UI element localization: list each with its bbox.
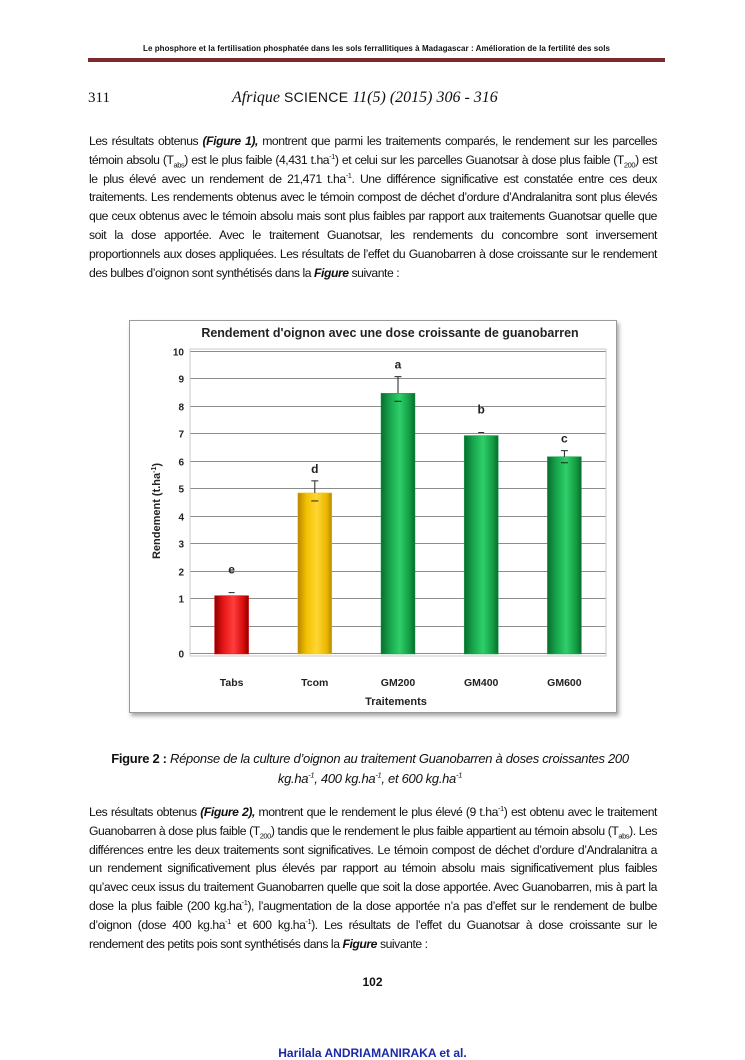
caption-text xyxy=(167,751,629,786)
bar-GM200 xyxy=(381,393,415,654)
y-tick-label: 0 xyxy=(178,649,184,661)
caption-run: , 400 kg.ha xyxy=(314,771,376,786)
significance-letter: d xyxy=(311,461,319,476)
x-axis-label: Traitements xyxy=(365,696,427,708)
text-run: . Une différence significative est constatée entre ces deux traitements. Les rendements obtenus avec le témoin compost de déchet d’ordure d’Andralanitra sont plus élevés que ceux obtenus avec le témoin absolu mais sont plus faibles par rapport aux traitements Guanotsar quelle que soit la dose apportée. Avec le traitement Guanotsar, les rendements du concombre sont inversement proportionnels aux doses appliquées. Les résultats de l’effet du Guanobarren à dose croissante sur le rendement des bulbes d’oignon sont synthétisés dans la xyxy=(89,171,657,280)
text-run: montrent que le rendement le plus élevé (9 t.ha xyxy=(254,805,498,819)
y-tick-label: 6 xyxy=(178,457,184,469)
y-axis-label xyxy=(151,463,163,559)
bar-chart-svg xyxy=(130,321,616,712)
journal-volume: 11(5) (2015) 306 - 316 xyxy=(352,89,498,106)
bar-Tabs xyxy=(215,596,249,654)
text-run: et 600 kg.ha xyxy=(230,917,306,932)
footer-author: Harilala ANDRIAMANIRAKA et al. xyxy=(278,1046,467,1060)
journal-citation xyxy=(232,89,498,107)
figure-reference: (Figure 1), xyxy=(202,134,258,148)
x-tick-label: Tabs xyxy=(219,677,244,689)
x-tick-label: GM200 xyxy=(380,677,416,689)
bar-GM600 xyxy=(547,457,581,654)
text-run: ). Les différences entre les deux traitements sont significatives. Le témoin compost de déchet d’ordure d’Andralanitra a un rendement significativement plus élevés par rapport au témoin absolu mais significativement plus faibles qu’avec ceux issus du traitement Guanobarren quelle que soit la dose apportée. Avec Guanobarren, mis à part la dose la plus faible (200 kg.ha xyxy=(89,823,658,913)
text-run: suivante : xyxy=(348,265,400,280)
figure-reference: (Figure 2), xyxy=(200,805,255,819)
bar-GM400 xyxy=(464,436,498,654)
superscript: -1 xyxy=(329,151,335,161)
journal-page-number: 311 xyxy=(88,90,110,106)
running-title: Le phosphore et la fertilisation phosphatée dans les sols ferrallitiques à Madagascar : Amélioration de la fertilité des sols xyxy=(143,44,610,53)
text-run: suivante : xyxy=(377,936,428,951)
figure-word: Figure xyxy=(314,265,349,280)
significance-letter: a xyxy=(394,357,402,372)
journal-science: SCIENCE xyxy=(284,89,349,105)
superscript: -1 xyxy=(241,897,248,907)
x-tick-label: GM400 xyxy=(463,677,499,689)
y-tick-labels xyxy=(173,348,185,661)
subscript: abs xyxy=(173,160,185,170)
superscript: -1 xyxy=(225,916,231,926)
figure-word: Figure xyxy=(342,936,378,951)
caption-sup: -1 xyxy=(308,770,315,780)
y-tick-label: 10 xyxy=(172,347,184,359)
y-tick-label: 8 xyxy=(178,402,184,414)
subscript: 200 xyxy=(259,831,271,841)
caption-label: Figure 2 : xyxy=(111,751,167,766)
superscript: -1 xyxy=(345,170,352,180)
paragraph-results-figure-2 xyxy=(89,803,657,953)
text-run: Les résultats obtenus xyxy=(89,805,201,819)
subscript: 200 xyxy=(623,160,636,170)
y-tick-label: 3 xyxy=(178,539,184,551)
caption-sup: -1 xyxy=(375,770,382,780)
paragraph-results-figure-1 xyxy=(89,132,657,282)
y-axis-label-close: ) xyxy=(151,462,163,467)
caption-run: , et 600 kg.ha xyxy=(381,771,456,786)
caption-sup: -1 xyxy=(456,770,463,780)
bar-Tcom xyxy=(298,493,332,654)
y-axis-label-main: Rendement (t.ha xyxy=(151,472,163,560)
text-run: Les résultats obtenus xyxy=(89,134,203,148)
text-run: ) est le plus faible (4,431 t.ha xyxy=(184,152,330,167)
significance-letter: b xyxy=(477,402,485,417)
y-tick-label: 2 xyxy=(178,567,184,579)
text-run: ) tandis que le rendement le plus faible appartient au témoin absolu (T xyxy=(270,823,619,838)
x-tick-labels xyxy=(220,677,582,689)
y-tick-label: 4 xyxy=(178,512,184,524)
bars xyxy=(215,393,582,654)
footer-page-number: 102 xyxy=(362,975,383,989)
text-run: ) est obtenu avec le traitement Guanobarren à dose plus faible (T xyxy=(89,805,657,838)
chart-title: Rendement d'oignon avec une dose croissante de guanobarren xyxy=(201,326,579,340)
caption-run: Réponse de la culture d’oignon au traitement Guanobarren à doses croissantes 200 kg.ha xyxy=(166,751,629,786)
y-axis-label-sup: -1 xyxy=(151,466,158,473)
text-run: montrent que parmi les traitements comparés, le rendement sur les parcelles témoin absolu (T xyxy=(89,134,657,167)
text-run: ) est le plus élevé avec un rendement de 21,471 t.ha xyxy=(89,152,658,186)
y-tick-label: 1 xyxy=(178,594,184,606)
significance-letter: c xyxy=(561,431,568,446)
x-tick-label: Tcom xyxy=(301,677,329,689)
subscript: abs xyxy=(618,831,630,841)
superscript: -1 xyxy=(305,916,312,926)
y-tick-label: 9 xyxy=(178,374,184,386)
significance-letter: e xyxy=(228,562,235,577)
x-tick-label: GM600 xyxy=(547,677,582,689)
y-tick-label: 5 xyxy=(178,484,184,496)
y-tick-label: 7 xyxy=(178,429,184,441)
text-run: ). Les résultats de l’effet du Guanotsar à dose croissante sur le rendement des petits pois sont synthétisés dans la xyxy=(89,917,657,951)
figure-2-chart xyxy=(129,320,617,713)
header-rule xyxy=(88,58,665,62)
journal-name: Afrique xyxy=(232,89,280,106)
text-run: ) et celui sur les parcelles Guanotsar à dose plus faible (T xyxy=(334,152,624,167)
text-run: ), l’augmentation de la dose apportée n’a pas d’effet sur le rendement de bulbe d’oignon (dose 400 kg.ha xyxy=(89,898,657,932)
superscript: -1 xyxy=(497,803,504,813)
figure-caption xyxy=(100,749,640,789)
